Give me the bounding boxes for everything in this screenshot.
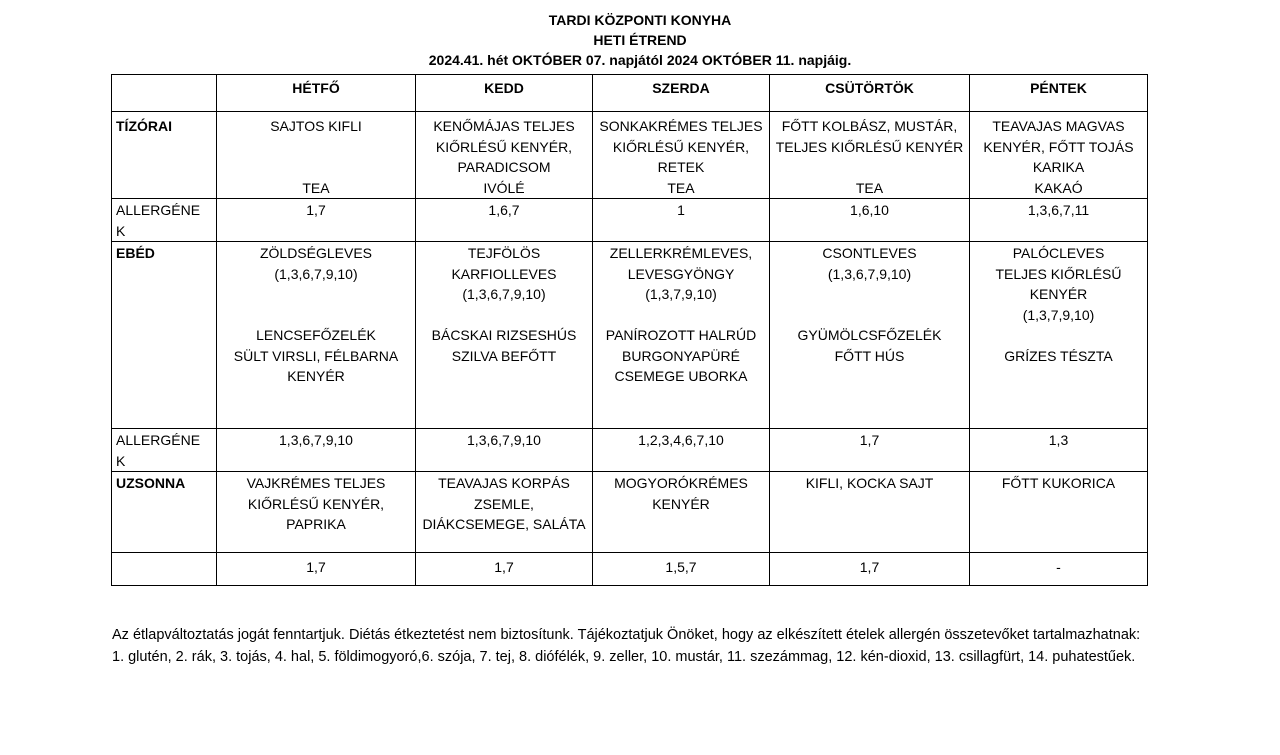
document-header bbox=[0, 10, 1280, 70]
day-header-wednesday: SZERDA bbox=[593, 75, 770, 112]
allergen-cell: 1,3,6,7,11 bbox=[970, 199, 1148, 242]
meal-cell: PALÓCLEVES TELJES KIŐRLÉSŰ KENYÉR (1,3,7,9,10) GRÍZES TÉSZTA bbox=[970, 242, 1148, 429]
allergen-cell: 1,3,6,7,9,10 bbox=[416, 429, 593, 472]
table-row-allergens-tizorai bbox=[112, 199, 1148, 242]
date-range: 2024.41. hét OKTÓBER 07. napjától 2024 OKTÓBER 11. napjáig. bbox=[428, 52, 852, 68]
allergen-cell: 1,7 bbox=[770, 553, 970, 586]
row-label-tizorai: TÍZÓRAI bbox=[112, 112, 217, 199]
meal-cell: FŐTT KOLBÁSZ, MUSTÁR, TELJES KIŐRLÉSŰ KENYÉR TEA bbox=[770, 112, 970, 199]
meal-cell: CSONTLEVES (1,3,6,7,9,10) GYÜMÖLCSFŐZELÉK FŐTT HÚS bbox=[770, 242, 970, 429]
meal-cell: SAJTOS KIFLI TEA bbox=[217, 112, 416, 199]
row-label-allergens: ALLERGÉNE K bbox=[112, 429, 217, 472]
meal-cell: FŐTT KUKORICA bbox=[970, 472, 1148, 553]
meal-cell: VAJKRÉMES TELJES KIŐRLÉSŰ KENYÉR, PAPRIKA bbox=[217, 472, 416, 553]
table-row-allergens-uzsonna bbox=[112, 553, 1148, 586]
table-row-allergens-ebed bbox=[112, 429, 1148, 472]
allergen-cell: 1,6,7 bbox=[416, 199, 593, 242]
allergen-cell: 1 bbox=[593, 199, 770, 242]
allergen-cell: - bbox=[970, 553, 1148, 586]
day-header-friday: PÉNTEK bbox=[970, 75, 1148, 112]
allergen-notice bbox=[112, 624, 1152, 668]
day-header-thursday: CSÜTÖRTÖK bbox=[770, 75, 970, 112]
meal-cell: MOGYORÓKRÉMES KENYÉR bbox=[593, 472, 770, 553]
allergen-cell: 1,7 bbox=[770, 429, 970, 472]
allergen-cell: 1,6,10 bbox=[770, 199, 970, 242]
kitchen-name: TARDI KÖZPONTI KONYHA bbox=[548, 12, 732, 28]
allergen-cell: 1,5,7 bbox=[593, 553, 770, 586]
meal-cell: KENŐMÁJAS TELJES KIŐRLÉSŰ KENYÉR, PARADICSOM IVÓLÉ bbox=[416, 112, 593, 199]
day-header-monday: HÉTFŐ bbox=[217, 75, 416, 112]
meal-cell: SONKAKRÉMES TELJES KIŐRLÉSŰ KENYÉR, RETEK TEA bbox=[593, 112, 770, 199]
table-row-uzsonna bbox=[112, 472, 1148, 553]
row-label-empty bbox=[112, 553, 217, 586]
allergen-cell: 1,7 bbox=[217, 199, 416, 242]
meal-cell: TEAVAJAS MAGVAS KENYÉR, FŐTT TOJÁS KARIKA KAKAÓ bbox=[970, 112, 1148, 199]
day-header-row bbox=[112, 75, 1148, 112]
allergen-cell: 1,3 bbox=[970, 429, 1148, 472]
allergen-cell: 1,7 bbox=[217, 553, 416, 586]
table-row-ebed bbox=[112, 242, 1148, 429]
table-row-tizorai bbox=[112, 112, 1148, 199]
allergen-cell: 1,7 bbox=[416, 553, 593, 586]
allergen-notice-text: Az étlapváltoztatás jogát fenntartjuk. Diétás étkeztetést nem biztosítunk. Tájékoztatjuk Önöket, hogy az elkészített ételek allergén összetevőket tartalmazhatnak: 1. glutén, 2. rák, 3. tojás, 4. hal, 5. földimogyoró,6. szója, 7. tej, 8. diófélék, 9. zeller, 10. mustár, 11. szezámmag, 12. kén-dioxid, 13. csillagfürt, 14. puhatestűek. bbox=[112, 627, 1141, 665]
row-label-allergens: ALLERGÉNE K bbox=[112, 199, 217, 242]
meal-cell: ZÖLDSÉGLEVES (1,3,6,7,9,10) LENCSEFŐZELÉK SÜLT VIRSLI, FÉLBARNA KENYÉR bbox=[217, 242, 416, 429]
weekly-menu-table bbox=[111, 74, 1148, 586]
meal-cell: KIFLI, KOCKA SAJT bbox=[770, 472, 970, 553]
row-label-uzsonna: UZSONNA bbox=[112, 472, 217, 553]
allergen-cell: 1,3,6,7,9,10 bbox=[217, 429, 416, 472]
row-label-ebed: EBÉD bbox=[112, 242, 217, 429]
meal-cell: ZELLERKRÉMLEVES, LEVESGYÖNGY (1,3,7,9,10) PANÍROZOTT HALRÚD BURGONYAPÜRÉ CSEMEGE UBORKA bbox=[593, 242, 770, 429]
allergen-cell: 1,2,3,4,6,7,10 bbox=[593, 429, 770, 472]
menu-title: HETI ÉTREND bbox=[593, 32, 687, 48]
corner-cell bbox=[112, 75, 217, 112]
day-header-tuesday: KEDD bbox=[416, 75, 593, 112]
meal-cell: TEAVAJAS KORPÁS ZSEMLE, DIÁKCSEMEGE, SALÁTA bbox=[416, 472, 593, 553]
meal-cell: TEJFÖLÖS KARFIOLLEVES (1,3,6,7,9,10) BÁCSKAI RIZSESHÚS SZILVA BEFŐTT bbox=[416, 242, 593, 429]
